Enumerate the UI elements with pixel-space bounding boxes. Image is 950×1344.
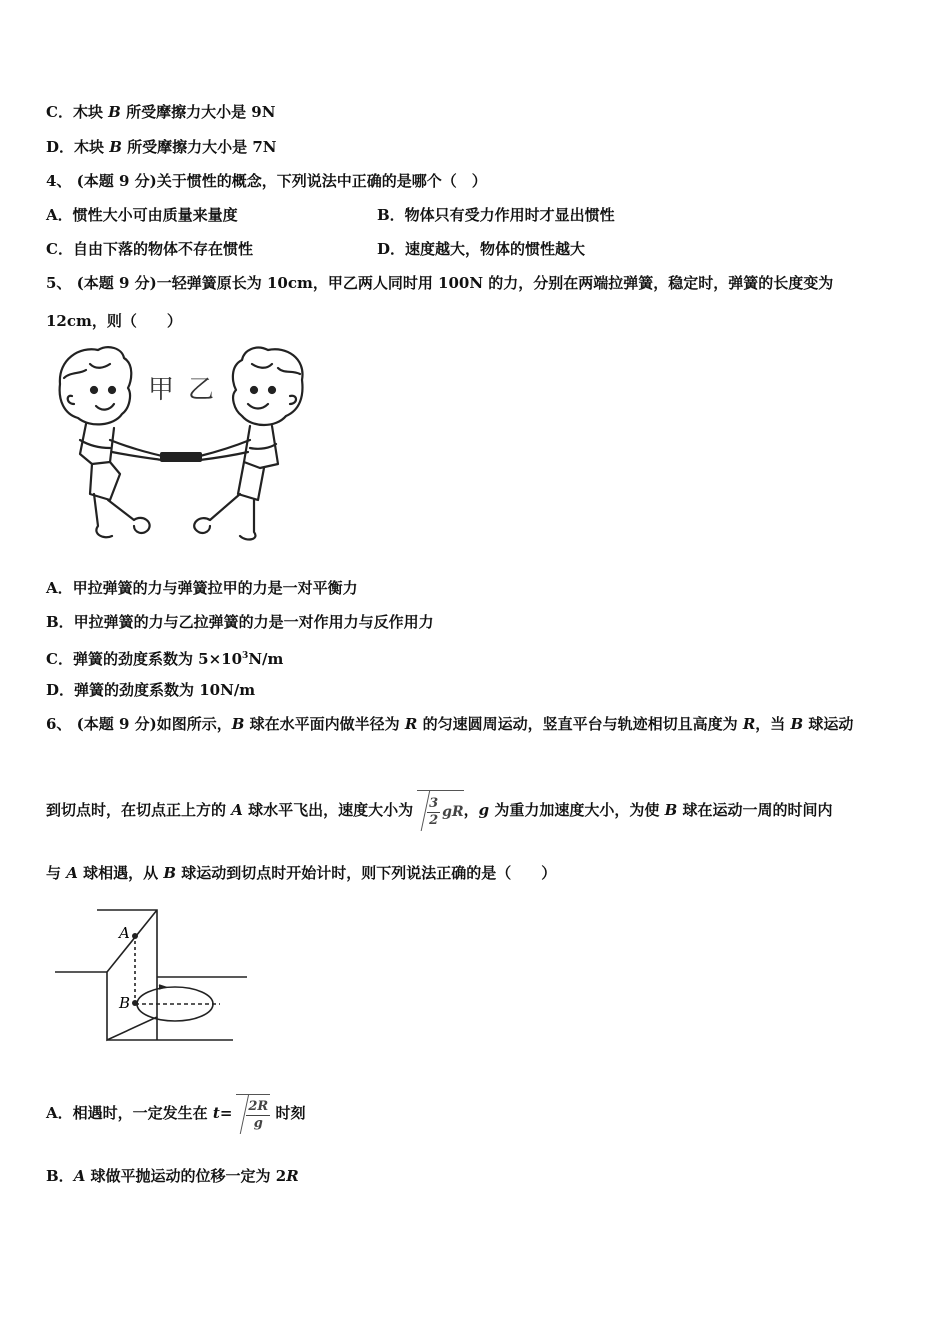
label-b: B	[119, 994, 131, 1012]
right-boy-head	[233, 348, 303, 425]
q4-option-d: D．速度越大，物体的惯性越大	[377, 240, 586, 258]
ball-a	[132, 933, 138, 939]
q6-option-a: A．相遇时，一定发生在 t= $\frac{2R}{g}$ 时刻	[46, 1093, 305, 1135]
q4-option-b: B．物体只有受力作用时才显出惯性	[377, 206, 615, 224]
q6-option-b: B．A 球做平抛运动的位移一定为 2R	[46, 1167, 299, 1185]
sqrt-time: $\frac{2R}{g}$	[236, 1094, 270, 1135]
q5-option-d: D．弹簧的劲度系数为 10N/m	[46, 681, 256, 699]
question-6-line1: 6、 (本题 9 分)如图所示，B 球在水平面内做半径为 R 的匀速圆周运动，竖直平台与轨迹相切且高度为 R，当 B 球运动	[46, 715, 854, 733]
option-d-prev: D．木块 B 所受摩擦力大小是 7N	[46, 138, 277, 156]
option-c-prev: C．木块 B 所受摩擦力大小是 9N	[46, 103, 276, 121]
q4-option-a: A．惯性大小可由质量来量度	[46, 206, 238, 224]
question-5-line1: 5、 (本题 9 分)一轻弹簧原长为 10cm，甲乙两人同时用 100N 的力，分别在两端拉弹簧，稳定时，弹簧的长度变为	[46, 274, 834, 292]
q4-option-c: C．自由下落的物体不存在惯性	[46, 240, 253, 258]
spring	[160, 452, 202, 462]
label-jia: 甲	[148, 375, 175, 405]
figure-spring-pull	[50, 344, 312, 550]
label-a: A	[119, 924, 130, 942]
question-6-line3: 与 A 球相遇，从 B 球运动到切点时开始计时，则下列说法正确的是（ ）	[46, 864, 557, 882]
ball-b	[132, 1000, 138, 1006]
q5-option-a: A．甲拉弹簧的力与弹簧拉甲的力是一对平衡力	[46, 579, 358, 597]
q5-option-c: C．弹簧的劲度系数为 $5\times 10^3N/m$	[46, 650, 284, 668]
figure-platform	[55, 905, 255, 1045]
question-6-line2: 到切点时，在切点正上方的 A 球水平飞出，速度大小为 $\frac{3}{2}$ gR，g 为重力加速度大小，为使 B 球在运动一周的时间内	[46, 790, 832, 832]
q4-options-row1	[46, 205, 615, 225]
question-4: 4、 (本题 9 分)关于惯性的概念，下列说法中正确的是哪个（ ）	[46, 172, 487, 190]
left-boy-head	[60, 347, 132, 424]
sqrt-velocity: $\frac{3}{2}$ gR	[417, 790, 463, 832]
question-5-line2: 12cm，则（ ）	[46, 312, 182, 330]
q5-option-b: B．甲拉弹簧的力与乙拉弹簧的力是一对作用力与反作用力	[46, 613, 434, 631]
label-yi: 乙	[188, 375, 215, 405]
q4-options-row2	[46, 239, 586, 259]
